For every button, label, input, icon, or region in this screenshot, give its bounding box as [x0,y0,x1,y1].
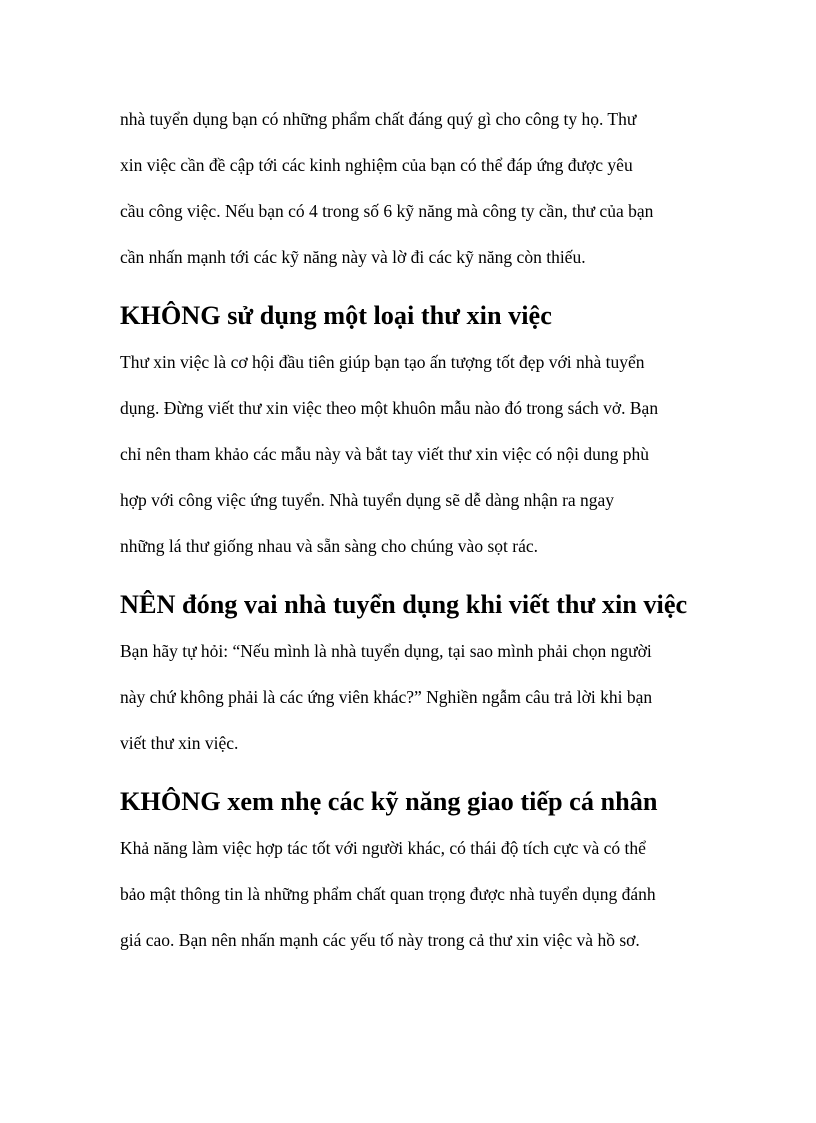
paragraph-line: hợp với công việc ứng tuyển. Nhà tuyển dụng sẽ dễ dàng nhận ra ngay [120,490,615,510]
section-paragraph [120,339,700,569]
paragraph-line: giá cao. Bạn nên nhấn mạnh các yếu tố này trong cả thư xin việc và hồ sơ. [120,930,640,950]
intro-paragraph [120,96,700,280]
section-one-size-letter [120,297,700,569]
paragraph-line: xin việc cần đề cập tới các kinh nghiệm của bạn có thể đáp ứng được yêu [120,155,633,175]
section-heading: KHÔNG sử dụng một loại thư xin việc [120,301,552,330]
section-soft-skills [120,783,700,963]
paragraph-line: Bạn hãy tự hỏi: “Nếu mình là nhà tuyển dụng, tại sao mình phải chọn người [120,641,652,661]
document-body [120,96,700,963]
paragraph-line: bảo mật thông tin là những phẩm chất quan trọng được nhà tuyển dụng đánh [120,884,656,904]
paragraph-line: nhà tuyển dụng bạn có những phẩm chất đáng quý gì cho công ty họ. Thư [120,109,637,129]
paragraph-line: này chứ không phải là các ứng viên khác?” Nghiền ngẫm câu trả lời khi bạn [120,687,653,707]
section-heading: NÊN đóng vai nhà tuyển dụng khi viết thư xin việc [120,590,688,619]
paragraph-line: những lá thư giống nhau và sẵn sàng cho chúng vào sọt rác. [120,536,538,556]
paragraph-line: Thư xin việc là cơ hội đầu tiên giúp bạn tạo ấn tượng tốt đẹp với nhà tuyển [120,352,645,372]
section-heading: KHÔNG xem nhẹ các kỹ năng giao tiếp cá nhân [120,787,658,816]
paragraph-line: dụng. Đừng viết thư xin việc theo một khuôn mẫu nào đó trong sách vở. Bạn [120,398,659,418]
section-recruiter-role [120,586,700,766]
section-paragraph [120,628,700,766]
paragraph-line: chỉ nên tham khảo các mẫu này và bắt tay viết thư xin việc có nội dung phù [120,444,649,464]
paragraph-line: viết thư xin việc. [120,733,239,753]
section-paragraph [120,825,700,963]
paragraph-line: Khả năng làm việc hợp tác tốt với người khác, có thái độ tích cực và có thể [120,838,646,858]
paragraph-line: cần nhấn mạnh tới các kỹ năng này và lờ đi các kỹ năng còn thiếu. [120,247,586,267]
paragraph-line: cầu công việc. Nếu bạn có 4 trong số 6 kỹ năng mà công ty cần, thư của bạn [120,201,654,221]
